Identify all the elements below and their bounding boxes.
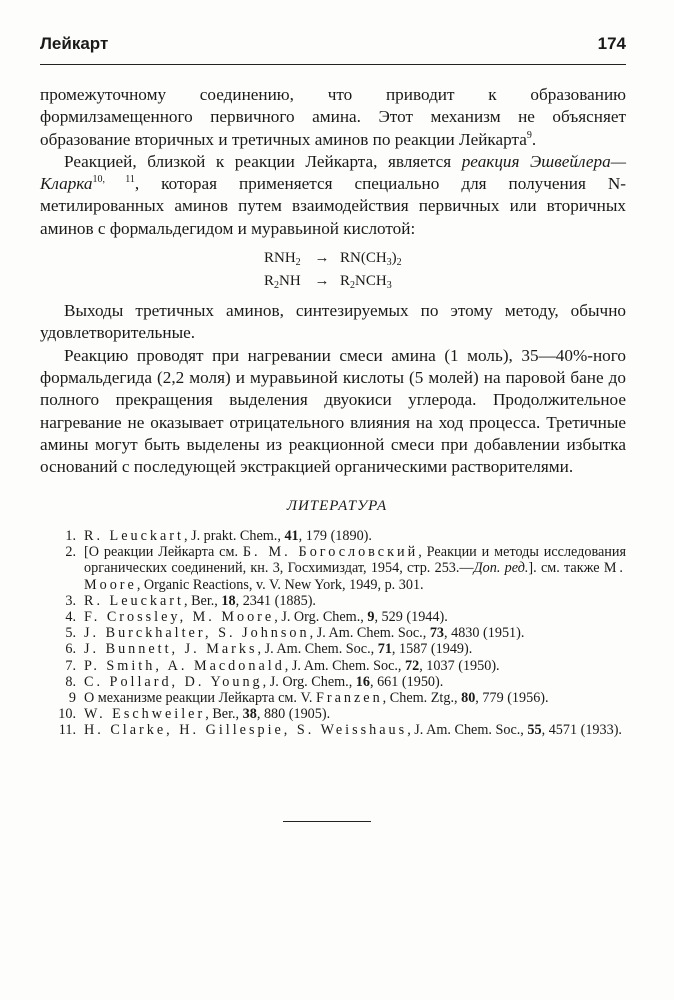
reference-item: 4. F. Crossley, M. Moore, J. Org. Chem., 9, 529 (1944). (65, 609, 448, 626)
main-text (40, 84, 626, 478)
reference-item: 6. J. Bunnett, J. Marks, J. Am. Chem. Soc., 71, 1587 (1949). (65, 641, 473, 658)
arrow-icon: → (314, 250, 330, 267)
paragraph-4: Реакцию проводят при нагревании смеси амина (1 моль), 35—40%-ного формальдегида (2,2 моля) и муравьиной кислоты (5 молей) на паровой бане до полного прекращения выделения двуокиси углерода. Продолжительное нагревание не оказывает отрицательного влияния на ход процесса. Третичные амины могут быть выделены из реакционной смеси при добавлении избытка оснований с последующей экстракцией органическими растворителями. (40, 345, 626, 477)
header-rule (40, 64, 626, 65)
paragraph-3: Выходы третичных аминов, синтезируемых по этому методу, обычно удовлетворительные. (40, 301, 626, 343)
reaction-equations (40, 247, 626, 293)
reference-item: 1. R. Leuckart, J. prakt. Chem., 41, 179 (1890). (65, 528, 372, 544)
end-rule (283, 821, 371, 822)
reference-item: 11. H. Clarke, H. Gillespie, S. Weisshaus, J. Am. Chem. Soc., 55, 4571 (1933). (58, 722, 622, 739)
paragraph-2: Реакцией, близкой к реакции Лейкарта, является реакция Эшвейлера—Кларка$^{10, 11}$, которая применяется специально для получения N-метилированных аминов путем взаимодействия первичных или вторичных аминов с формальдегидом и муравьиной кислотой: (40, 151, 626, 238)
footnote-ref: 10, 11 (92, 174, 135, 186)
equation-1: $RNH_2 \to RN(CH_3)_2$ (264, 247, 626, 270)
references-heading: ЛИТЕРАТУРА (286, 498, 388, 514)
reference-item: 7. P. Smith, A. Macdonald, J. Am. Chem. Soc., 72, 1037 (1950). (65, 657, 500, 674)
paragraph-1: промежуточному соединению, что приводит к образованию формилзамещенного первичного амина. Этот механизм не объясняет образование вторичных и третичных аминов по реакции Лейкарта$^9$. (40, 85, 626, 149)
equation-2: $R_2NH \to R_2NCH_3$ (264, 270, 626, 293)
reaction-name: реакция Эшвейлера—Кларка (40, 151, 626, 194)
reference-item: 3. R. Leuckart, Ber., 18, 2341 (1885). (65, 592, 316, 609)
page-header (40, 34, 626, 58)
reference-item: 2. [О реакции Лейкарта см. Б. М. Богословский, Реакции и методы исследования органических соединений, кн. 3, Госхимиздат, 1954, стр. 253.—Доп. ред.]. см. также M. Moore, Organic Reactions, v. V. New York, 1949, p. 301. (65, 544, 626, 593)
reference-item: 9 О механизме реакции Лейкарта см. V. Franzen, Chem. Ztg., 80, 779 (1956). (68, 690, 549, 707)
reference-item: 5. J. Burckhalter, S. Johnson, J. Am. Chem. Soc., 73, 4830 (1951). (65, 625, 525, 642)
footnote-ref: 9 (526, 129, 532, 141)
arrow-icon: → (314, 273, 330, 290)
reference-item: 10. W. Eschweiler, Ber., 38, 880 (1905). (58, 706, 331, 723)
reference-item: 8. C. Pollard, D. Young, J. Org. Chem., 16, 661 (1950). (65, 673, 444, 690)
page-number: 174 (597, 34, 626, 53)
reference-list (40, 528, 626, 739)
running-title: Лейкарт (40, 34, 109, 53)
